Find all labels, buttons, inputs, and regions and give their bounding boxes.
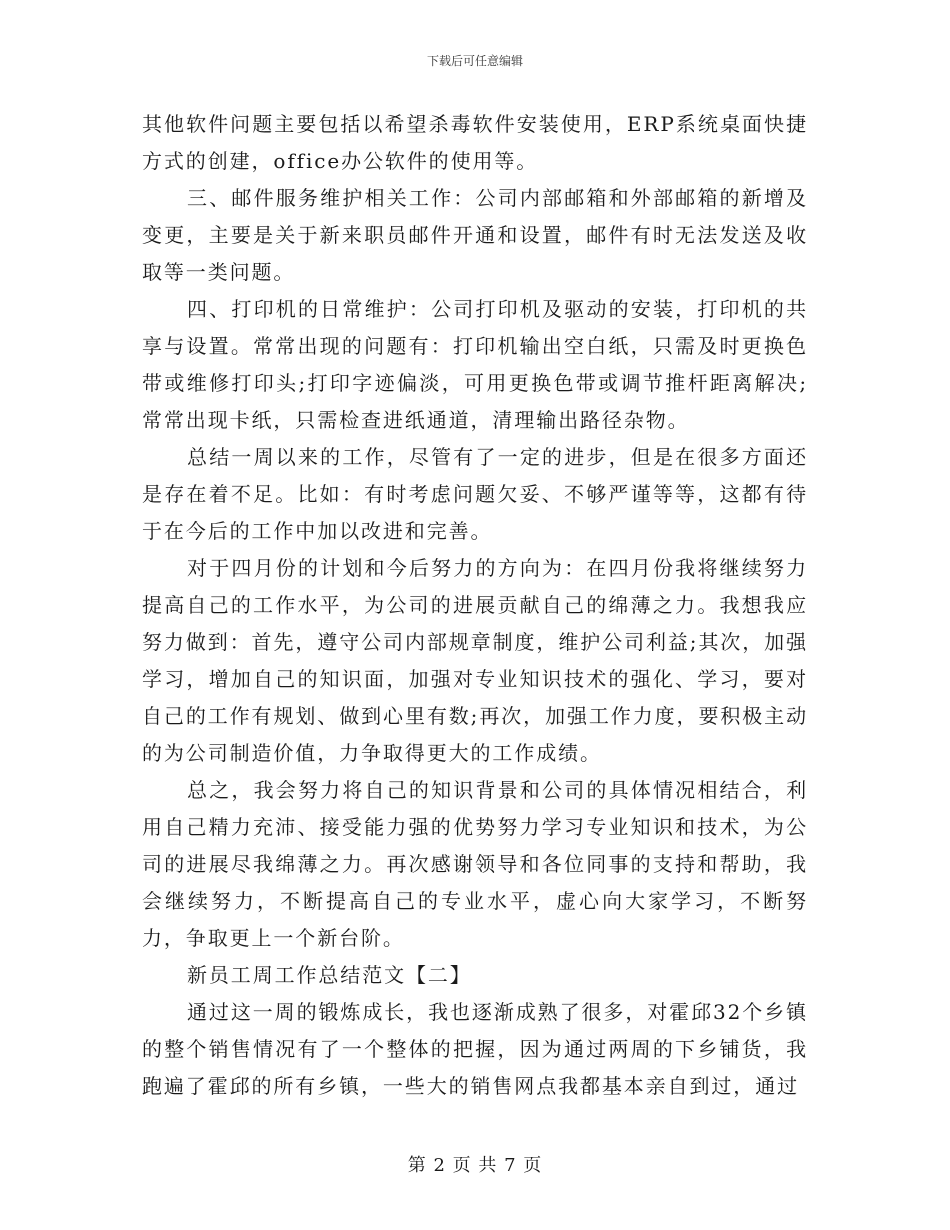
- document-body: [142, 106, 808, 1105]
- paragraph-conclusion: 总之，我会努力将自己的知识背景和公司的具体情况相结合，利用自己精力充沛、接受能力强的优势努力学习专业知识和技术，为公司的进展尽我绵薄之力。再次感谢领导和各位同事的支持和帮助，我会继续努力，不断提高自己的专业水平，虚心向大家学习，不断努力，争取更上一个新台阶。: [142, 778, 808, 950]
- section-heading-sample-two: 新员工周工作总结范文【二】: [187, 963, 472, 987]
- paragraph-april-plan: 对于四月份的计划和今后努力的方向为：在四月份我将继续努力提高自己的工作水平，为公司的进展贡献自己的绵薄之力。我想我应努力做到：首先，遵守公司内部规章制度，维护公司利益;其次，加强学习，增加自己的知识面，加强对专业知识技术的强化、学习，要对自己的工作有规划、做到心里有数;再次，加强工作力度，要积极主动的为公司制造价值，力争取得更大的工作成绩。: [142, 556, 808, 765]
- page-header-note: 下载后可任意编辑: [426, 54, 523, 68]
- paragraph-printer-maintenance: 四、打印机的日常维护：公司打印机及驱动的安装，打印机的共享与设置。常常出现的问题有：打印机输出空白纸，只需及时更换色带或维修打印头;打印字迹偏淡，可用更换色带或调节推杆距离解决;常常出现卡纸，只需检查进纸通道，清理输出路径杂物。: [142, 297, 808, 432]
- paragraph-software-issues: 其他软件问题主要包括以希望杀毒软件安装使用，ERP系统桌面快捷方式的创建，office办公软件的使用等。: [142, 112, 808, 173]
- paragraph-weekly-summary: 总结一周以来的工作，尽管有了一定的进步，但是在很多方面还是存在着不足。比如：有时考虑问题欠妥、不够严谨等等，这都有待于在今后的工作中加以改进和完善。: [142, 445, 808, 543]
- paragraph-email-maintenance: 三、邮件服务维护相关工作：公司内部邮箱和外部邮箱的新增及变更，主要是关于新来职员邮件开通和设置，邮件有时无法发送及收取等一类问题。: [142, 186, 808, 284]
- page-number-footer: 第 2 页 共 7 页: [407, 1155, 543, 1176]
- paragraph-sales-experience: 通过这一周的锻炼成长，我也逐渐成熟了很多，对霍邱32个乡镇的整个销售情况有了一个整体的把握，因为通过两周的下乡铺货，我跑遍了霍邱的所有乡镇，一些大的销售网点我都基本亲自到过，通过: [142, 1000, 808, 1098]
